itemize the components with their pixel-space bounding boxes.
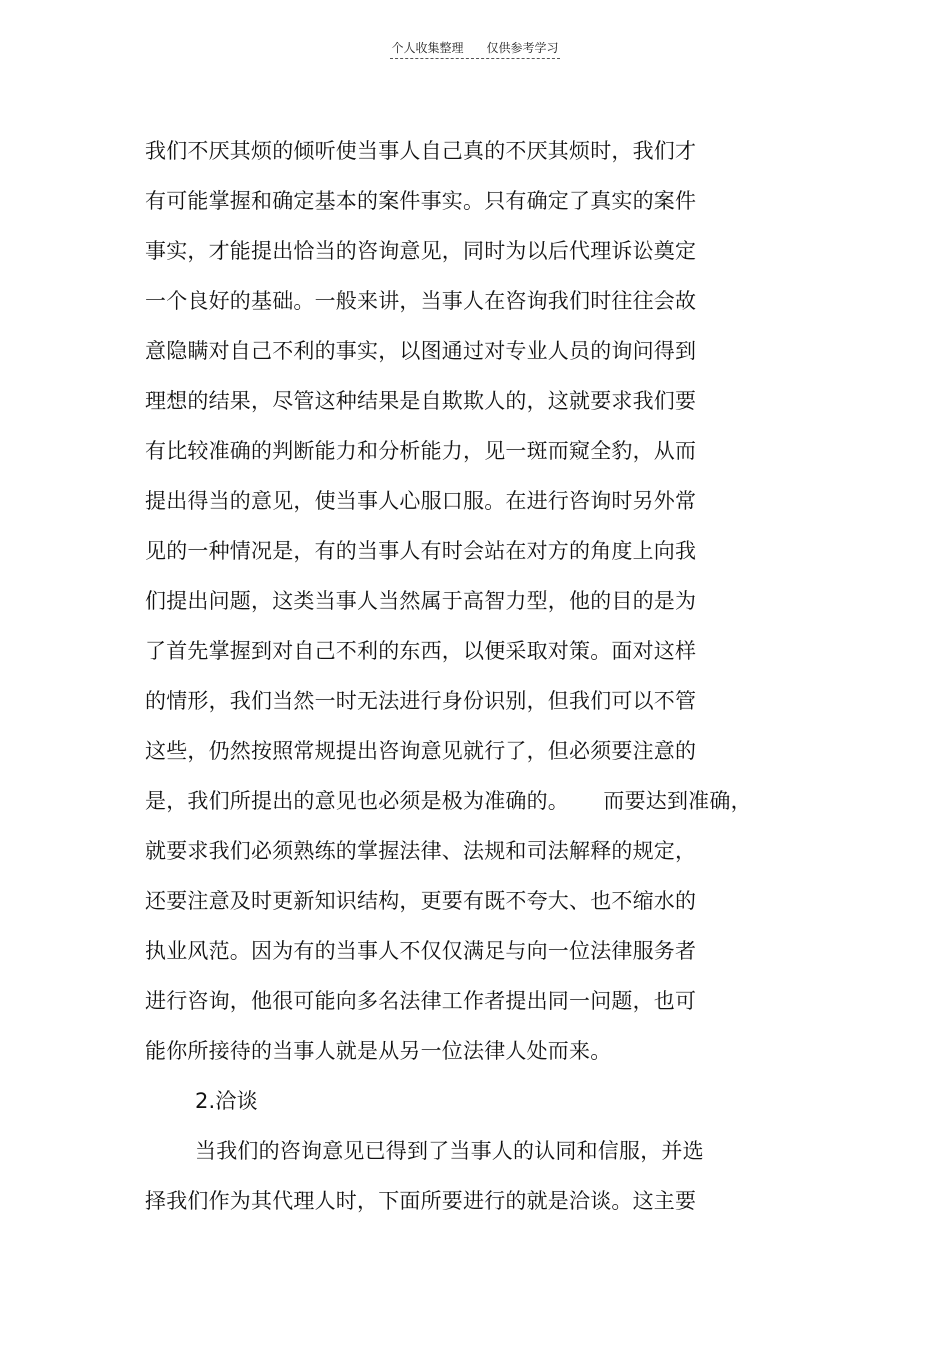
text-line: 当我们的咨询意见已得到了当事人的认同和信服，并选 (195, 1139, 704, 1163)
section-heading: 2.洽谈 (195, 1089, 258, 1113)
text-line: 执业风范。因为有的当事人不仅仅满足与向一位法律服务者 (145, 939, 697, 963)
text-line: 的情形，我们当然一时无法进行身份识别，但我们可以不管 (145, 689, 697, 713)
text-line: 事实，才能提出恰当的咨询意见，同时为以后代理诉讼奠定 (145, 239, 697, 263)
text-line: 择我们作为其代理人时，下面所要进行的就是洽谈。这主要 (145, 1189, 697, 1213)
text-line: 理想的结果，尽管这种结果是自欺欺人的，这就要求我们要 (145, 389, 697, 413)
text-line: 是，我们所提出的意见也必须是极为准确的。 而要达到准确， (145, 789, 752, 813)
text-line: 进行咨询，他很可能向多名法律工作者提出同一问题，也可 (145, 989, 697, 1013)
text-line: 有比较准确的判断能力和分析能力，见一斑而窥全豹，从而 (145, 439, 697, 463)
page-header (0, 40, 950, 59)
text-line: 这些，仍然按照常规提出咨询意见就行了，但必须要注意的 (145, 739, 697, 763)
header-right: 仅供参考学习 (486, 41, 559, 55)
body-text (145, 126, 805, 1226)
text-line: 了首先掌握到对自己不利的东西，以便采取对策。面对这样 (145, 639, 697, 663)
text-line: 一个良好的基础。一般来讲，当事人在咨询我们时往往会故 (145, 289, 697, 313)
text-line: 我们不厌其烦的倾听使当事人自己真的不厌其烦时，我们才 (145, 139, 697, 163)
header-line (390, 40, 561, 59)
text-line: 意隐瞒对自己不利的事实，以图通过对专业人员的询问得到 (145, 339, 697, 363)
text-line: 们提出问题，这类当事人当然属于高智力型，他的目的是为 (145, 589, 697, 613)
text-line: 就要求我们必须熟练的掌握法律、法规和司法解释的规定， (145, 839, 697, 863)
text-line: 提出得当的意见，使当事人心服口服。在进行咨询时另外常 (145, 489, 697, 513)
text-line: 有可能掌握和确定基本的案件事实。只有确定了真实的案件 (145, 189, 697, 213)
text-line: 能你所接待的当事人就是从另一位法律人处而来。 (145, 1039, 612, 1063)
header-left: 个人收集整理 (391, 41, 464, 55)
text-line: 见的一种情况是，有的当事人有时会站在对方的角度上向我 (145, 539, 697, 563)
text-line: 还要注意及时更新知识结构，更要有既不夸大、也不缩水的 (145, 889, 697, 913)
